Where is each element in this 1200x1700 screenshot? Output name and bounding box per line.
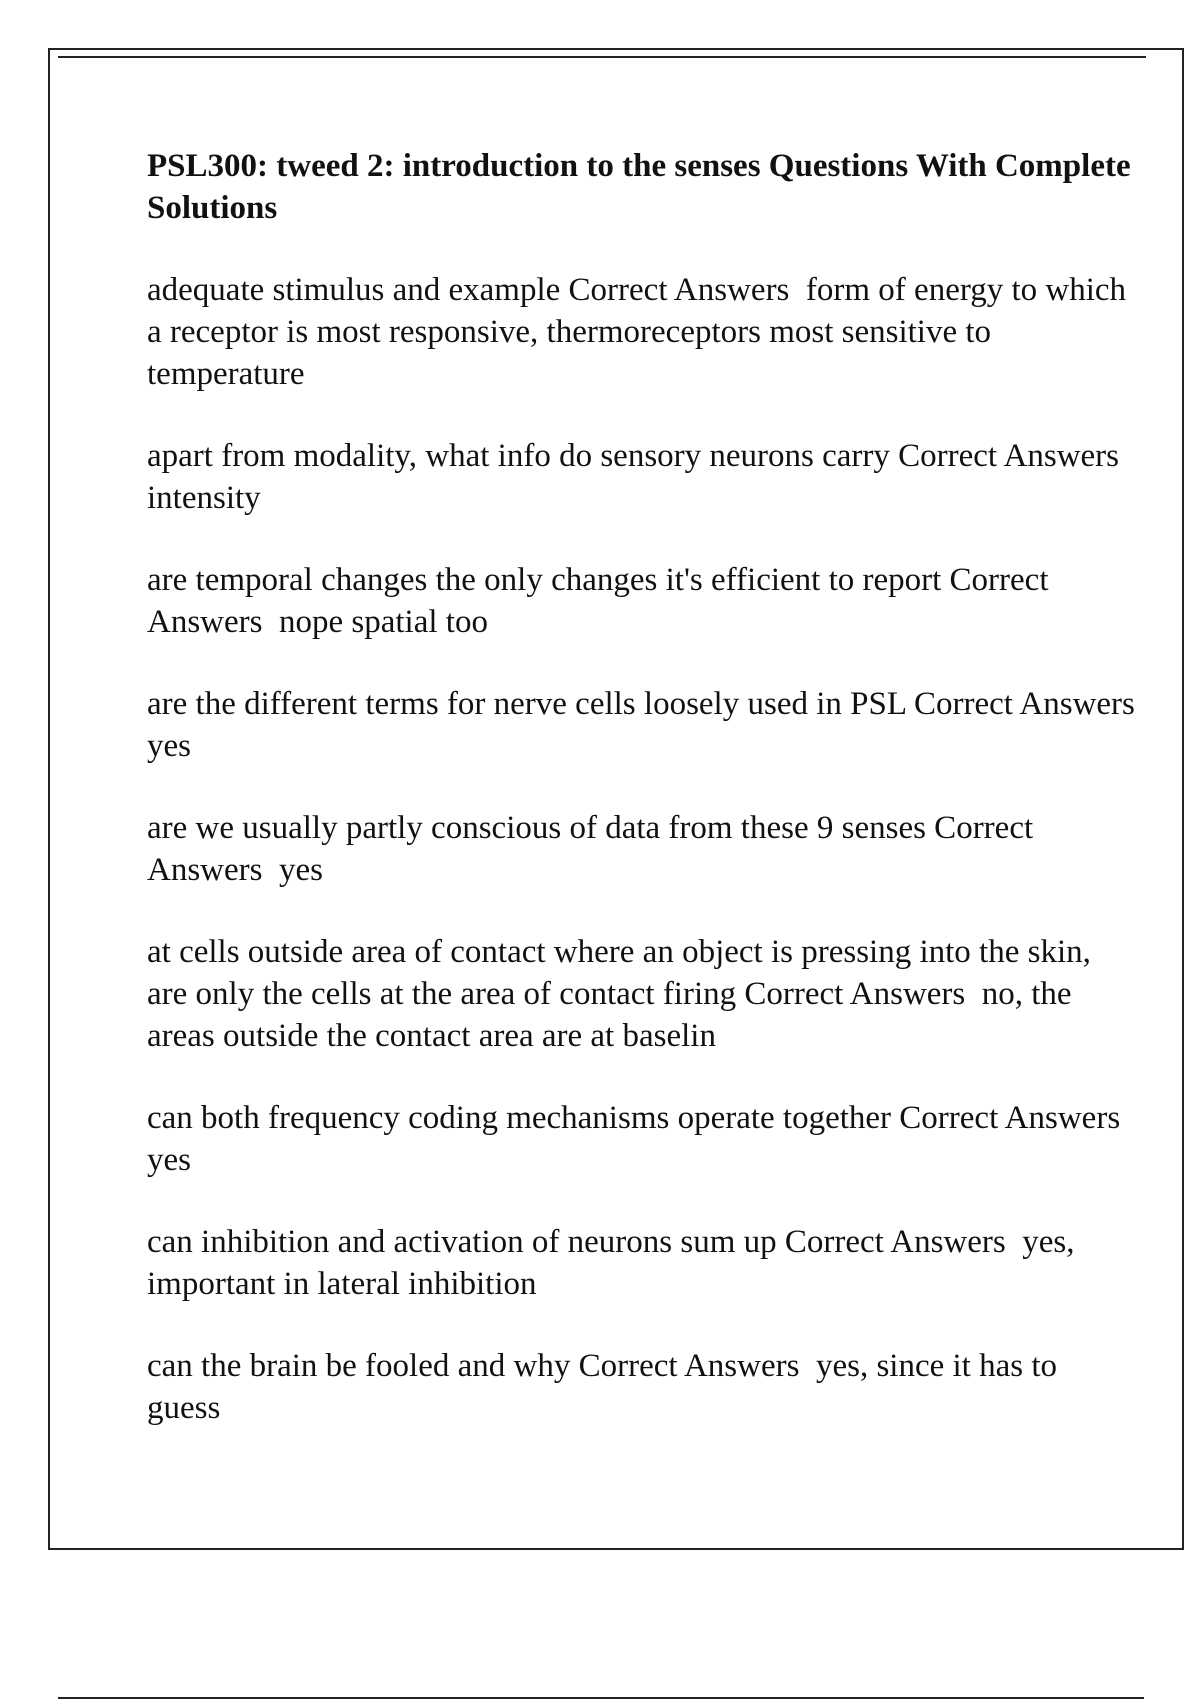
qa-item: can the brain be fooled and why Correct Answers yes, since it has to guess <box>147 1348 1066 1426</box>
page-frame <box>48 48 1184 1550</box>
qa-item: are the different terms for nerve cells loosely used in PSL Correct Answers yes <box>147 686 1152 764</box>
qa-item: are temporal changes the only changes it's efficient to report Correct Answers nope spatial too <box>147 562 1055 640</box>
document-title: PSL300: tweed 2: introduction to the senses Questions With Complete Solutions <box>147 148 1131 226</box>
qa-item: are we usually partly conscious of data from these 9 senses Correct Answers yes <box>147 810 1040 888</box>
qa-item: adequate stimulus and example Correct Answers form of energy to which a receptor is most responsive, thermoreceptors most sensitive to temperature <box>147 272 1135 392</box>
document-body <box>147 145 1152 1469</box>
qa-item: at cells outside area of contact where an object is pressing into the skin, are only the cells at the area of contact firing Correct Answers no, the areas outside the contact area are at baselin <box>147 934 1100 1054</box>
bottom-rule <box>58 1697 1144 1699</box>
qa-item: apart from modality, what info do sensory neurons carry Correct Answers intensity <box>147 438 1136 516</box>
top-rule <box>58 56 1146 58</box>
qa-item: can inhibition and activation of neurons sum up Correct Answers yes, important in lateral inhibition <box>147 1224 1083 1302</box>
qa-item: can both frequency coding mechanisms operate together Correct Answers yes <box>147 1100 1137 1178</box>
